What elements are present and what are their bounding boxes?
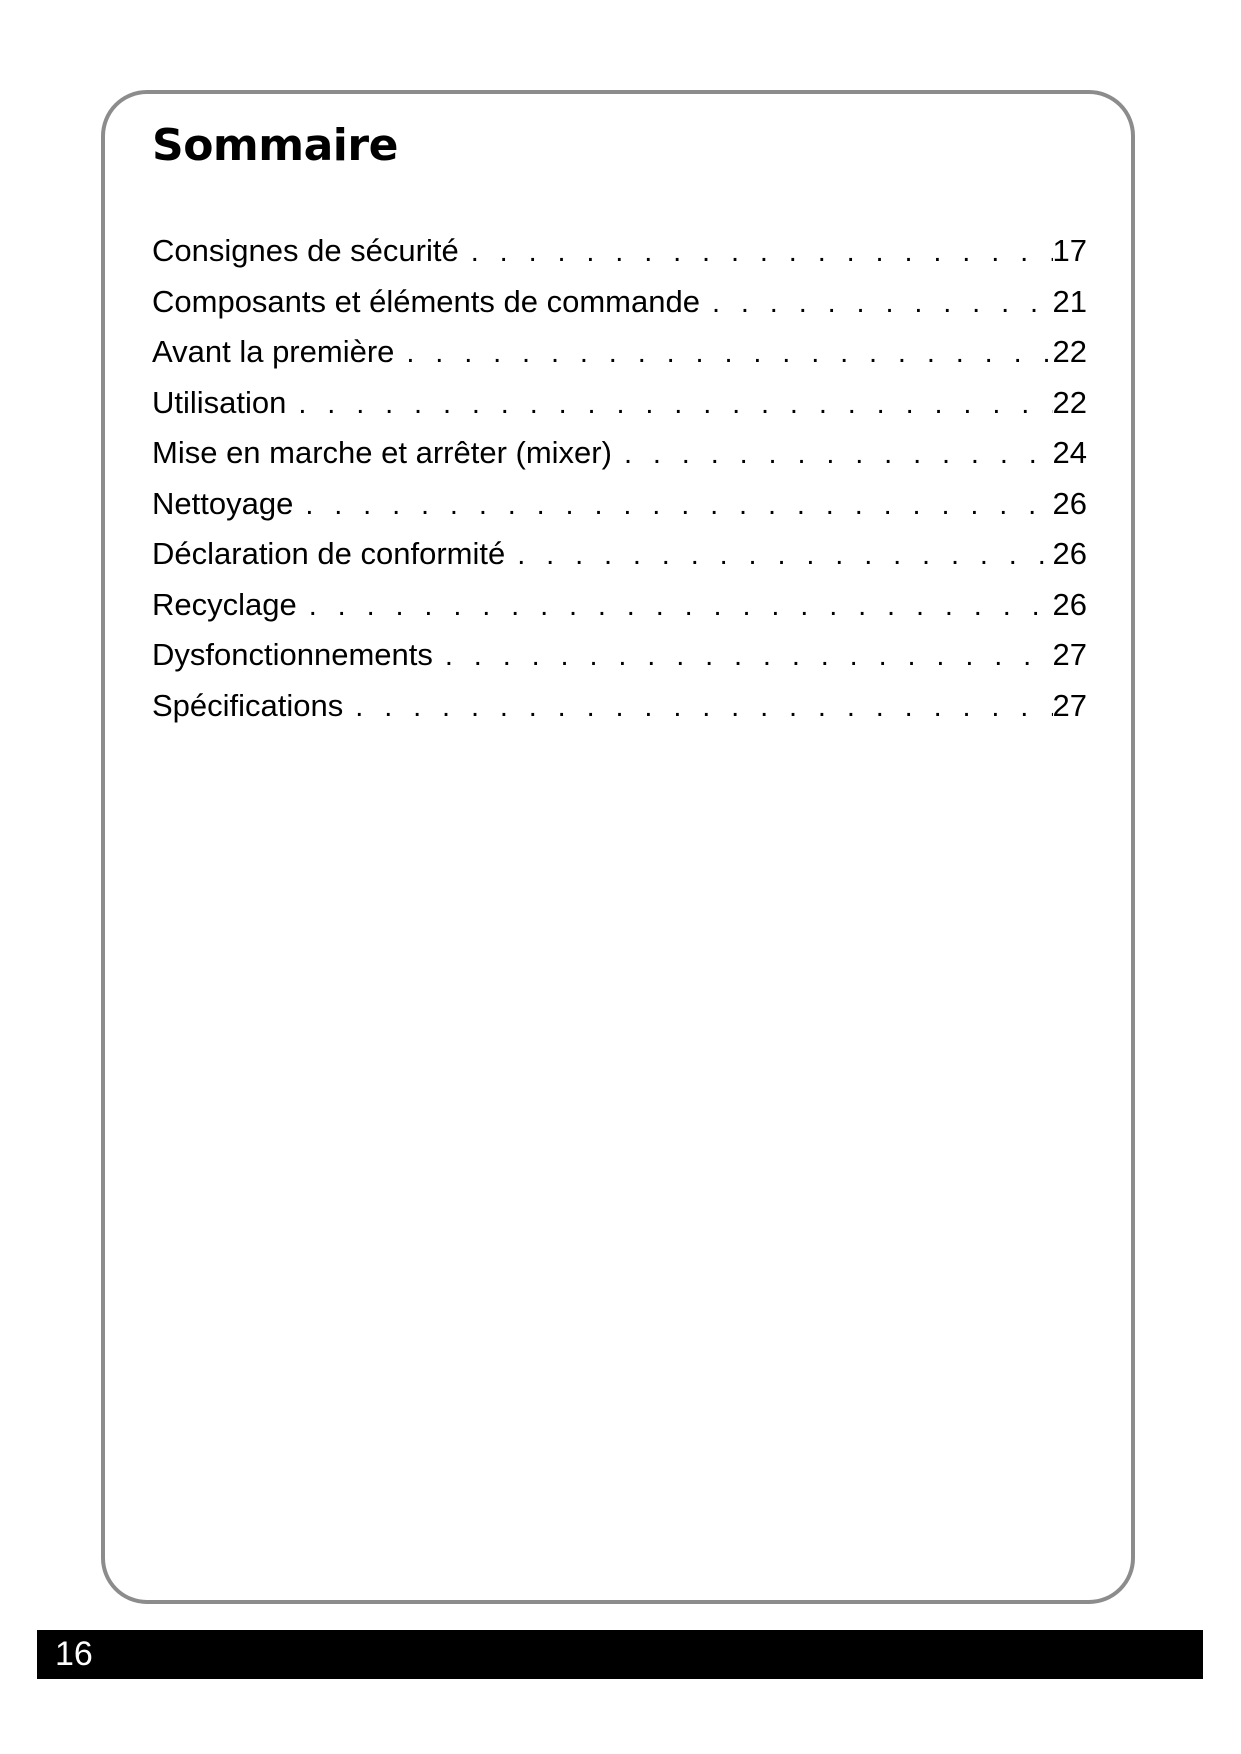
- dot-leader: [445, 631, 1053, 682]
- dot-leader: [471, 227, 1053, 278]
- toc-entry[interactable]: [152, 277, 1087, 328]
- toc-entry[interactable]: [152, 327, 1087, 378]
- toc-entry[interactable]: [152, 479, 1087, 530]
- toc-entry-label: Consignes de sécurité: [152, 233, 459, 268]
- toc-entry-page: 26: [1052, 586, 1087, 622]
- toc-entry[interactable]: [152, 378, 1087, 429]
- toc-entry-page: 22: [1052, 334, 1087, 369]
- toc-entry[interactable]: [152, 630, 1087, 681]
- toc-entry[interactable]: [152, 529, 1087, 580]
- footer-bar: [37, 1630, 1203, 1679]
- toc-entry-label: Recyclage: [152, 586, 297, 622]
- toc-entry[interactable]: [152, 580, 1087, 631]
- toc-entry-label: Mise en marche et arrêter (mixer): [152, 435, 612, 470]
- toc-entry-label: Utilisation: [152, 384, 287, 420]
- toc-entry-page: 22: [1052, 384, 1087, 420]
- toc-entry-page: 27: [1052, 687, 1087, 723]
- page-number: 16: [55, 1635, 93, 1673]
- toc-list: [152, 226, 1087, 731]
- dot-leader: [305, 480, 1052, 531]
- dot-leader: [406, 328, 1052, 379]
- toc-entry-label: Dysfonctionnements: [152, 637, 433, 672]
- toc-entry-page: 26: [1052, 536, 1087, 571]
- toc-entry-label: Composants et éléments de commande: [152, 283, 700, 319]
- dot-leader: [309, 581, 1053, 632]
- toc-entry-label: Déclaration de conformité: [152, 536, 506, 571]
- dot-leader: [624, 429, 1053, 480]
- dot-leader: [517, 530, 1052, 581]
- toc-entry-page: 17: [1052, 233, 1087, 268]
- dot-leader: [355, 682, 1052, 733]
- dot-leader: [298, 379, 1052, 430]
- toc-entry-page: 21: [1052, 283, 1087, 319]
- page-title: Sommaire: [152, 120, 398, 171]
- toc-entry-page: 26: [1052, 485, 1087, 521]
- toc-entry-label: Spécifications: [152, 687, 344, 723]
- toc-entry[interactable]: [152, 428, 1087, 479]
- toc-entry-page: 27: [1052, 637, 1087, 672]
- toc-entry[interactable]: [152, 681, 1087, 732]
- toc-entry[interactable]: [152, 226, 1087, 277]
- toc-entry-page: 24: [1052, 435, 1087, 470]
- toc-entry-label: Avant la première: [152, 334, 395, 369]
- dot-leader: [712, 278, 1053, 329]
- toc-entry-label: Nettoyage: [152, 485, 294, 521]
